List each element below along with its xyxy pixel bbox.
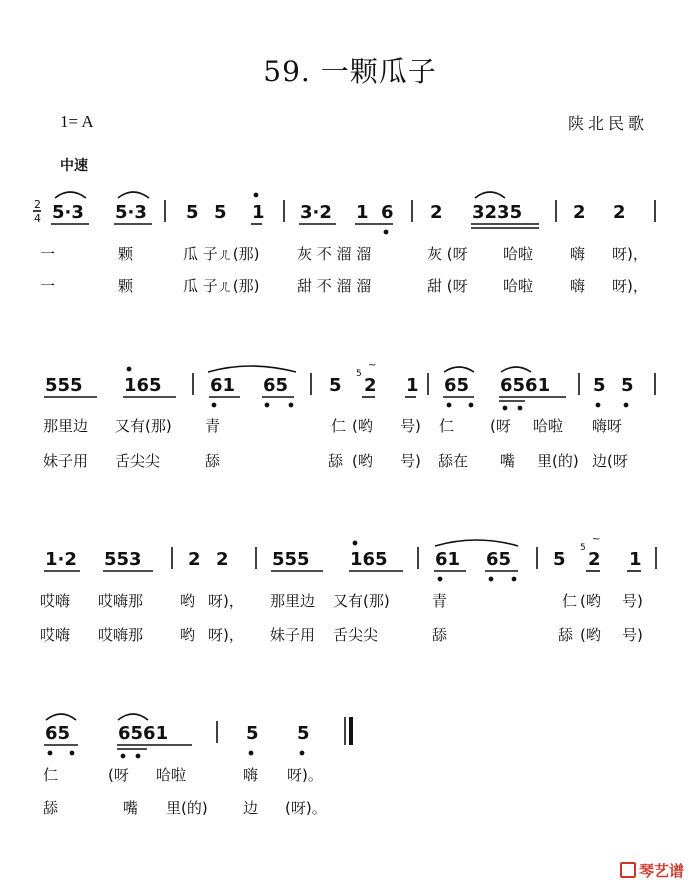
slur <box>208 366 296 372</box>
note-group: 65 <box>45 723 71 744</box>
note: 2 <box>573 202 586 223</box>
note: 2 <box>216 549 229 570</box>
note-group: 65 <box>263 375 289 396</box>
watermark-text: 琴艺谱 <box>639 862 685 880</box>
lyric-syllable: 哈啦 <box>503 277 534 295</box>
octave-dot <box>438 577 441 580</box>
watermark-logo <box>620 860 684 881</box>
lyric-syllable: 哎嗨那 <box>98 626 144 644</box>
lyric-syllable: 嗨 <box>570 245 586 263</box>
note-group: 555 <box>272 549 310 570</box>
time-sig-bottom: 4 <box>34 212 41 225</box>
lyric-syllable: 舔 <box>558 626 574 644</box>
lyric-syllable: 舔 <box>43 799 59 817</box>
lyric-syllable: 嘴 <box>123 799 139 817</box>
key-signature: 1= A <box>60 112 94 131</box>
note-group: 5·3 <box>52 202 84 223</box>
octave-dot <box>212 403 215 406</box>
lyric-syllable: 甜 (呀 <box>427 277 468 295</box>
note: 5 <box>214 202 227 223</box>
lyric-syllable: 嘴 <box>500 452 516 470</box>
octave-dot <box>127 367 130 370</box>
slur <box>444 367 474 372</box>
lyric-syllable: 颗 <box>118 277 134 295</box>
time-sig-top: 2 <box>34 198 41 211</box>
slur <box>435 540 518 546</box>
lyric-syllable: 哎嗨 <box>40 592 71 610</box>
lyric-syllable: 仁 <box>331 417 347 435</box>
note-group: 1·2 <box>45 549 77 570</box>
octave-dot <box>469 403 472 406</box>
lyric-syllable: (呀 <box>490 417 511 435</box>
octave-dot <box>512 577 515 580</box>
grace-note: 5 <box>356 369 362 379</box>
lyric-syllable: 一 <box>40 277 56 295</box>
note: 1 <box>629 549 642 570</box>
lyric-syllable: (哟 <box>352 417 373 435</box>
lyric-syllable: (哟 <box>580 592 601 610</box>
lyric-syllable: 一 <box>40 245 56 263</box>
lyric-syllable: 号) <box>400 417 421 435</box>
lyric-syllable: 呀)， <box>208 592 244 610</box>
octave-dot <box>136 754 139 757</box>
octave-dot <box>596 403 599 406</box>
lyric-syllable: 嗨 <box>243 766 259 784</box>
ornament-mark: ~ <box>368 360 377 371</box>
note: 2 <box>430 202 443 223</box>
slur <box>118 714 148 720</box>
lyric-syllable: (呀 <box>108 766 129 784</box>
slur <box>475 192 505 198</box>
lyric-syllable: 青 <box>432 592 448 610</box>
note-group: 65 <box>444 375 470 396</box>
lyric-syllable: 仁 <box>43 766 59 784</box>
lyric-syllable: 哎嗨 <box>40 626 71 644</box>
note: 1 <box>252 202 265 223</box>
note-group: 61 <box>210 375 236 396</box>
note: 6 <box>381 202 394 223</box>
lyric-syllable: 又有(那) <box>333 592 390 610</box>
note: 5 <box>553 549 566 570</box>
note-group: 555 <box>45 375 83 396</box>
lyric-syllable: 那里边 <box>43 417 89 435</box>
note-group: 553 <box>104 549 142 570</box>
lyric-syllable: 舔 <box>205 452 221 470</box>
lyric-syllable: 嗨呀 <box>592 417 623 435</box>
slur <box>55 192 86 198</box>
note-group: 165 <box>350 549 388 570</box>
lyric-syllable: 青 <box>205 417 221 435</box>
lyric-syllable: 哈啦 <box>156 766 187 784</box>
lyric-syllable: 边 <box>243 799 259 817</box>
note: 1 <box>406 375 419 396</box>
note: 2 <box>188 549 201 570</box>
slur <box>46 714 76 720</box>
note: 2 <box>588 549 601 570</box>
lyric-syllable: 呀)。 <box>287 766 323 784</box>
note-group: 61 <box>435 549 461 570</box>
note: 5 <box>186 202 199 223</box>
lyric-syllable: 妹子用 <box>270 626 316 644</box>
tempo-marking: 中速 <box>60 158 88 174</box>
lyric-syllable: 舌尖尖 <box>115 452 161 470</box>
octave-dot <box>254 193 257 196</box>
note-group: 3·2 <box>300 202 332 223</box>
lyric-syllable: 哟 <box>180 626 196 644</box>
octave-dot <box>265 403 268 406</box>
octave-dot <box>289 403 292 406</box>
note-group: 65 <box>486 549 512 570</box>
note-group: 6561 <box>118 723 169 744</box>
lyric-syllable: 呀)， <box>612 277 648 295</box>
lyric-syllable: 哈啦 <box>503 245 534 263</box>
note: 5 <box>329 375 342 396</box>
octave-dot <box>70 751 73 754</box>
octave-dot <box>489 577 492 580</box>
lyric-syllable: 边(呀 <box>592 452 628 470</box>
octave-dot <box>503 406 506 409</box>
lyric-syllable: 那里边 <box>270 592 316 610</box>
lyric-syllable: (哟 <box>580 626 601 644</box>
lyric-syllable: 号) <box>400 452 421 470</box>
grace-note: 5 <box>580 543 586 553</box>
note: 5 <box>246 723 259 744</box>
octave-dot <box>300 751 303 754</box>
lyric-syllable: 灰 (呀 <box>427 245 468 263</box>
octave-dot <box>353 541 356 544</box>
note: 2 <box>364 375 377 396</box>
slur <box>118 192 149 198</box>
note: 5 <box>297 723 310 744</box>
lyric-syllable: 颗 <box>118 245 134 263</box>
lyric-syllable: 甜 不 溜 溜 <box>297 277 372 295</box>
song-source: 陕北民歌 <box>568 114 649 133</box>
octave-dot <box>518 406 521 409</box>
page-title: 59. 一颗瓜子 <box>263 55 437 88</box>
lyric-syllable: 里(的) <box>537 452 579 470</box>
lyric-syllable: 灰 不 溜 溜 <box>297 245 372 263</box>
lyric-syllable: 号) <box>622 592 643 610</box>
lyric-syllable: 仁 <box>439 417 455 435</box>
lyric-syllable: 舔在 <box>438 452 469 470</box>
octave-dot <box>384 230 387 233</box>
note-group: 3235 <box>472 202 523 223</box>
lyric-syllable: 瓜 子ㄦ(那) <box>183 245 260 263</box>
lyric-syllable: 里(的) <box>166 799 208 817</box>
lyric-syllable: 妹子用 <box>43 452 89 470</box>
logo-icon <box>620 862 636 878</box>
lyric-syllable: 号) <box>622 626 643 644</box>
lyric-syllable: 舌尖尖 <box>333 626 379 644</box>
lyric-syllable: (哟 <box>352 452 373 470</box>
lyric-syllable: 仁 <box>562 592 578 610</box>
lyric-syllable: 又有(那) <box>115 417 172 435</box>
note: 5 <box>621 375 634 396</box>
ornament-mark: ~ <box>592 534 601 545</box>
lyric-syllable: 呀)， <box>208 626 244 644</box>
lyric-syllable: 瓜 子ㄦ(那) <box>183 277 260 295</box>
lyric-syllable: 舔 <box>432 626 448 644</box>
lyric-syllable: 舔 <box>328 452 344 470</box>
slur <box>501 367 531 372</box>
lyric-syllable: 呀)， <box>612 245 648 263</box>
note-group: 6561 <box>500 375 551 396</box>
note: 1 <box>356 202 369 223</box>
note: 5 <box>593 375 606 396</box>
note-group: 165 <box>124 375 162 396</box>
lyric-syllable: 嗨 <box>570 277 586 295</box>
lyric-syllable: (呀)。 <box>285 799 327 817</box>
octave-dot <box>624 403 627 406</box>
lyric-syllable: 哈啦 <box>533 417 564 435</box>
octave-dot <box>249 751 252 754</box>
note: 2 <box>613 202 626 223</box>
octave-dot <box>48 751 51 754</box>
lyric-syllable: 哟 <box>180 592 196 610</box>
note-group: 5·3 <box>115 202 147 223</box>
octave-dot <box>121 754 124 757</box>
lyric-syllable: 哎嗨那 <box>98 592 144 610</box>
octave-dot <box>447 403 450 406</box>
